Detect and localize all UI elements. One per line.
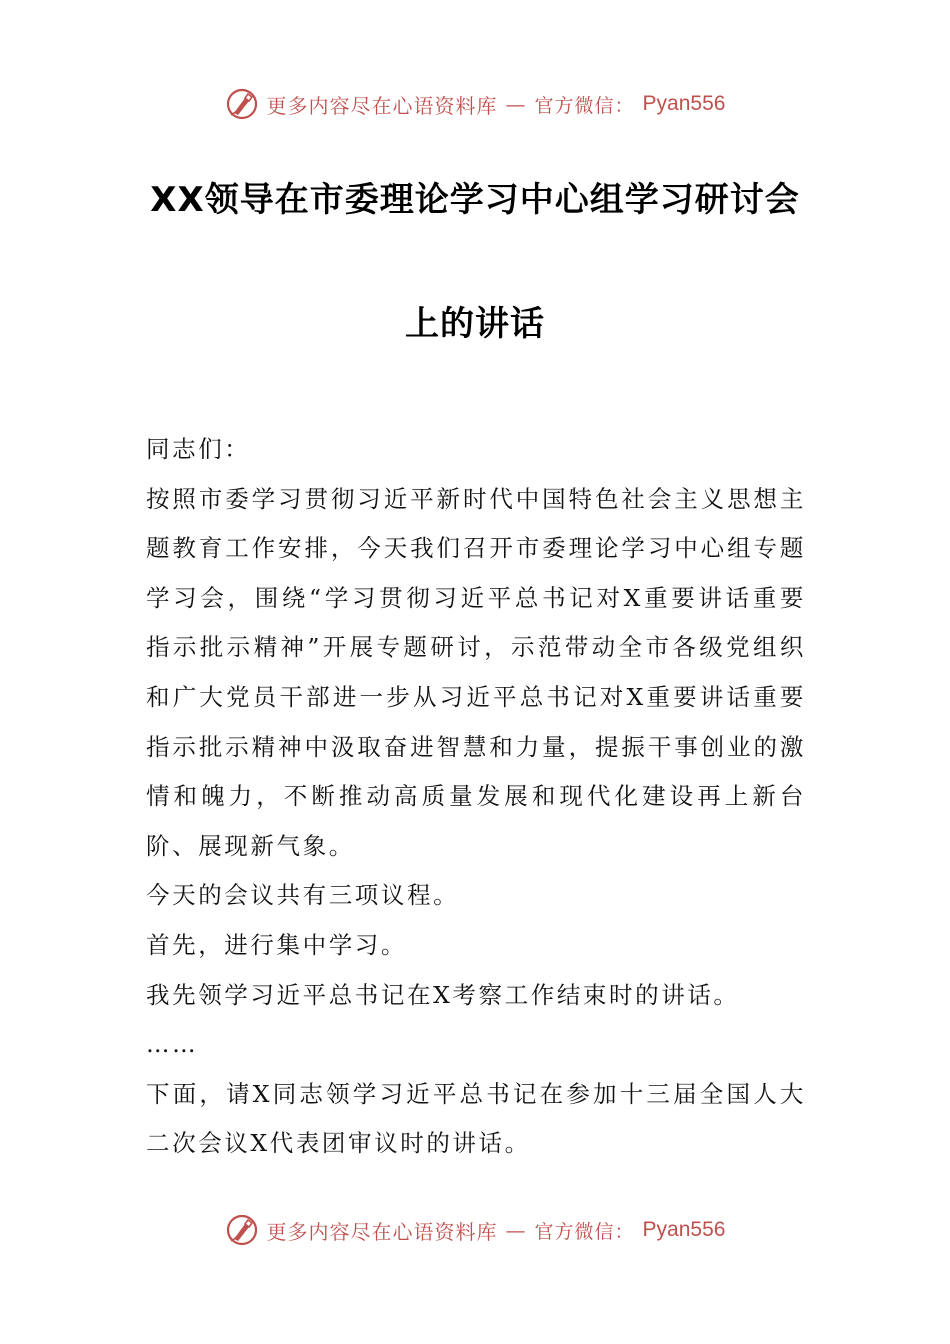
watermark-wechat-label: 官方微信： [534,94,635,117]
document-body [146,425,806,1169]
ellipsis-line: …… [146,1030,199,1059]
salutation: 同志们： [146,435,251,463]
watermark-wechat-label: 官方微信： [534,1220,635,1243]
watermark-dash: — [505,1218,527,1242]
watermark-brand: 更多内容尽在心语资料库 [266,1219,498,1244]
watermark-wechat-id: Pyan556 [642,1218,726,1241]
watermark-dash: — [505,92,527,116]
pen-nib-logo-icon [225,87,259,121]
document-title-line2: 上的讲话 [405,304,545,344]
watermark-wechat-id: Pyan556 [642,92,726,115]
body-paragraph: 今天的会议共有三项议程。 [146,881,460,910]
body-paragraph: 下面，请X同志领学习近平总书记在参加十三届全国人大二次会议X代表团审议时的讲话。 [146,1079,806,1158]
document-title-line1: XX领导在市委理论学习中心组学习研讨会 [150,180,800,220]
watermark-banner-bottom [0,1210,950,1250]
body-paragraph: 按照市委学习贯彻习近平新时代中国特色社会主义思想主题教育工作安排，今天我们召开市委理论学习中心组专题学习会，围绕“学习贯彻习近平总书记对X重要讲话重要指示批示精神”开展专题研讨，示范带动全市各级党组织和广大党员干部进一步从习近平总书记对X重要讲话重要指示批示精神中汲取奋进智慧和力量，提振干事创业的激情和魄力，不断推动高质量发展和现代化建设再上新台阶、展现新气象。 [146,484,806,860]
pen-nib-logo-icon [225,1213,259,1247]
watermark-brand: 更多内容尽在心语资料库 [266,93,498,118]
body-paragraph: 我先领学习近平总书记在X考察工作结束时的讲话。 [146,980,740,1009]
watermark-banner-top [0,84,950,124]
body-paragraph: 首先，进行集中学习。 [146,930,407,959]
